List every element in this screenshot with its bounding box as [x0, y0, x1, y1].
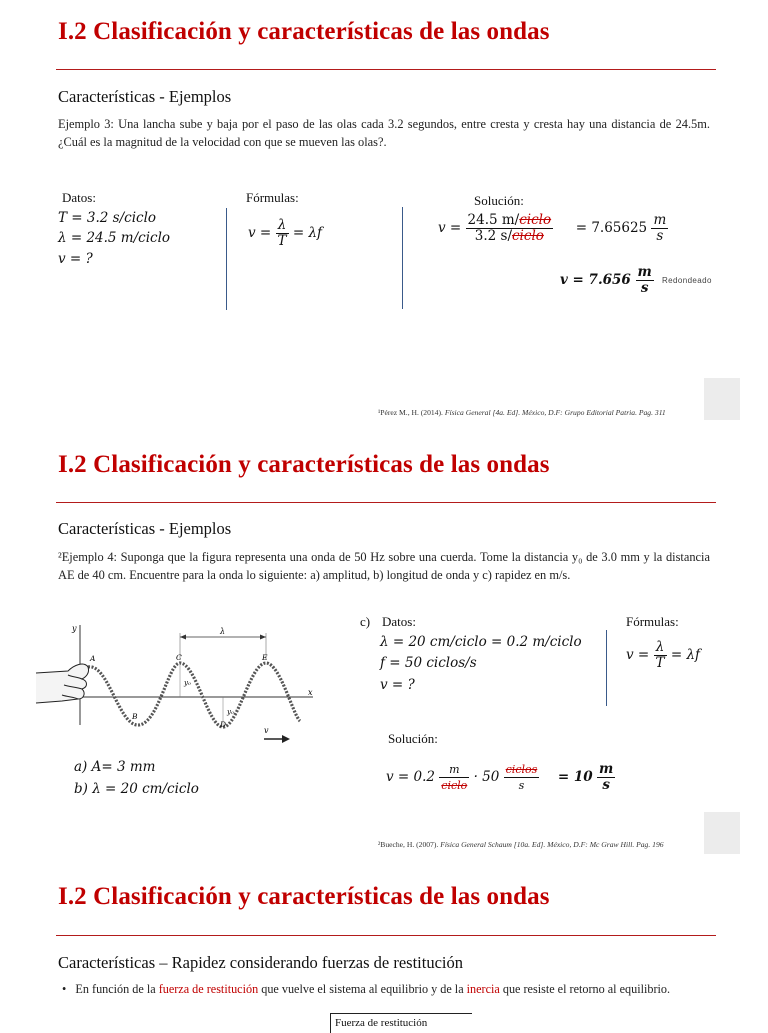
- struck-unit: ciclo: [519, 212, 552, 228]
- point-label: E: [262, 653, 268, 662]
- formula-lhs: v =: [248, 225, 272, 241]
- ref-title: Física General Schaum [10a. Ed]. México, D.F: Mc Graw Hill. Pag. 196: [440, 840, 664, 849]
- slide-title: I.2 Clasificación y características de las ondas: [58, 451, 550, 478]
- slide-title: I.2 Clasificación y características de las ondas: [58, 18, 550, 45]
- bullet-point: [62, 982, 670, 997]
- unit-den: s: [640, 280, 649, 296]
- section-subtitle: Características - Ejemplos: [58, 519, 232, 538]
- solucion-label: Solución:: [474, 193, 524, 208]
- title-rule: [56, 935, 716, 936]
- den-value: 3.2 s/: [474, 228, 512, 244]
- velocity-label: v: [264, 726, 269, 735]
- formula-rhs: = λf: [292, 225, 322, 241]
- solution-mid: · 50: [473, 769, 500, 785]
- num-value: 24.5 m/: [467, 212, 520, 228]
- struck-unit: ciclos: [505, 763, 538, 776]
- y-axis-label: y: [72, 624, 77, 633]
- answer-line: a) A= 3 mm: [74, 759, 156, 775]
- formulas-label: Fórmulas:: [246, 190, 299, 205]
- example-paragraph: ²Ejemplo 4: Suponga que la figura representa una onda de 50 Hz sobre una cuerda. Tome la distancia y₀ de 3.0 mm y la distancia AE de 40 cm. Encuentre para la onda lo siguiente: a) amplitud, b) longitud de onda y c) rapidez en m/s.: [58, 550, 710, 582]
- final-lhs: v = 7.656: [560, 272, 631, 288]
- unit-den: s: [602, 777, 610, 793]
- point-label: C: [176, 653, 182, 662]
- datos-label: Datos:: [382, 614, 416, 629]
- unit-den: s: [518, 779, 525, 792]
- unit-num: m: [637, 264, 652, 280]
- answer-line: b) λ = 20 cm/ciclo: [74, 781, 199, 797]
- solution-result: = 7.65625: [575, 220, 648, 236]
- unit-num: m: [598, 761, 614, 777]
- dato-line: v = ?: [380, 677, 415, 693]
- point-label: D: [220, 720, 227, 729]
- dato-line: v = ?: [58, 251, 93, 267]
- datos-label: Datos:: [62, 190, 96, 205]
- section-subtitle: Características - Ejemplos: [58, 87, 232, 106]
- unit-num: m: [439, 762, 469, 778]
- dato-line: λ = 24.5 m/ciclo: [58, 230, 171, 246]
- solution-lhs: v = 0.2: [386, 769, 435, 785]
- bullet-text: que vuelve el sistema al equilibrio y de la: [258, 982, 467, 996]
- solution-lhs: v =: [438, 220, 462, 236]
- formula-lhs: v =: [626, 647, 650, 663]
- formulas-label: Fórmulas:: [626, 614, 679, 629]
- struck-unit: ciclo: [512, 228, 544, 244]
- ref-title: Física General [4a. Ed]. México, D.F: Grupo Editorial Patria. Pag. 311: [444, 408, 666, 417]
- formula-numerator: λ: [654, 640, 667, 656]
- dato-line: λ = 20 cm/ciclo = 0.2 m/ciclo: [380, 634, 582, 650]
- rounded-note: Redondeado: [662, 276, 712, 285]
- bullet-text: que resiste el retorno al equilibrio.: [499, 982, 671, 996]
- lambda-label: λ: [220, 627, 226, 636]
- x-axis-label: x: [308, 688, 313, 697]
- formula-denominator: T: [655, 655, 665, 671]
- struck-unit: ciclo: [441, 779, 468, 792]
- highlight-term: inercia: [466, 982, 500, 996]
- solucion-label: Solución:: [388, 731, 438, 746]
- dato-line: T = 3.2 s/ciclo: [58, 210, 157, 226]
- slide-title: I.2 Clasificación y características de las ondas: [58, 883, 550, 910]
- unit-den: s: [656, 228, 664, 244]
- formula-numerator: λ: [276, 218, 289, 234]
- ref-authors: ²Bueche, H. (2007).: [378, 840, 439, 849]
- formula-box: [330, 1013, 472, 1033]
- unit-num: m: [653, 212, 667, 228]
- highlight-term: fuerza de restitución: [158, 982, 259, 996]
- formula-denominator: T: [277, 233, 287, 249]
- y0-label: y₀: [184, 679, 191, 687]
- point-label: A: [90, 654, 96, 663]
- example-paragraph: Ejemplo 3: Una lancha sube y baja por el paso de las olas cada 3.2 segundos, entre cresta y cresta hay una distancia de 24.5m. ¿Cuál es la magnitud de la velocidad con que se mueven las olas?.: [58, 117, 710, 149]
- solution-result: = 10: [557, 769, 593, 785]
- y0-label: y₀: [227, 708, 234, 716]
- point-label: B: [132, 712, 138, 721]
- section-subtitle: Características – Rapidez considerando fuerzas de restitución: [58, 953, 463, 972]
- bullet-text: En función de la: [75, 982, 159, 996]
- part-c-label: c): [360, 614, 371, 629]
- dato-line: f = 50 ciclos/s: [380, 655, 477, 671]
- formula-rhs: = λf: [670, 647, 700, 663]
- box-text: Fuerza de restitución: [335, 1017, 428, 1029]
- ref-authors: ¹Pérez M., H. (2014).: [378, 408, 443, 417]
- bullet-icon: •: [62, 982, 76, 996]
